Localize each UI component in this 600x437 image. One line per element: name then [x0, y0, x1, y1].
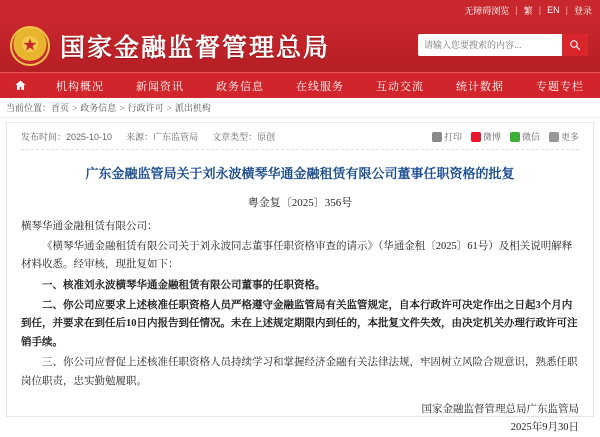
nav-item-5[interactable]: 统计数据 [456, 80, 504, 93]
publish-time-label: 发布时间： [21, 132, 67, 142]
document-paragraph-2: 二、你公司应要求上述核准任职资格人员严格遵守金融监管局有关监管规定，自本行政许可决定作出之日起3个月内到任，并要求在到任后10日内报告到任情况。未在上述规定期限内到任的，本批复文件失效，由决定机关办理行政许可注销手续。 [21, 300, 578, 348]
site-title: 国家金融监督管理总局 [60, 35, 331, 62]
national-emblem-icon [10, 26, 50, 66]
search-button[interactable] [562, 34, 588, 56]
search-box[interactable] [418, 34, 588, 56]
search-icon [569, 39, 581, 51]
nav-home-button[interactable] [0, 79, 40, 92]
breadcrumb-item-3[interactable]: 派出机构 [174, 103, 211, 113]
nav-item-0[interactable]: 机构概况 [56, 80, 104, 93]
search-input[interactable] [418, 35, 562, 55]
article-source-label: 来源： [126, 132, 154, 142]
article-card [6, 122, 594, 433]
publish-time [21, 130, 112, 143]
breadcrumb-prefix: 当前位置： [6, 103, 52, 113]
document-sign-date: 2025年9月30日 [510, 421, 579, 433]
utility-separator-1: | [515, 5, 518, 15]
document-signature-block [21, 401, 579, 437]
page-title: 广东金融监管局关于刘永波横琴华通金融租赁有限公司董事任职资格的批复 [85, 166, 515, 181]
home-icon [14, 79, 27, 92]
nav-item-2[interactable]: 政务信息 [216, 80, 264, 93]
breadcrumb-separator-2: > [166, 102, 172, 113]
document-number: 粤金复〔2025〕356号 [247, 196, 353, 209]
utility-separator-3: | [565, 5, 568, 15]
more-label: 更多 [560, 132, 579, 142]
document-paragraph-3: 三、你公司应督促上述核准任职资格人员持续学习和掌握经济金融有关法律法规，牢固树立风险合规意识，熟悉任职岗位职责，忠实勤勉履职。 [21, 357, 578, 387]
breadcrumb-item-0[interactable]: 首页 [51, 103, 70, 113]
weibo-icon [471, 132, 481, 142]
more-share-button[interactable] [549, 130, 579, 143]
article-type-value: 原创 [257, 132, 276, 142]
article-meta [21, 123, 579, 150]
nav-item-4[interactable]: 互动交流 [376, 80, 424, 93]
print-label: 打印 [443, 132, 462, 142]
document-body [21, 218, 579, 391]
print-button[interactable] [432, 130, 462, 143]
utility-separator-2: | [538, 5, 542, 15]
breadcrumb-item-1[interactable]: 政务信息 [80, 103, 117, 113]
article-source-value: 广东监管局 [153, 132, 199, 142]
share-bar [423, 130, 579, 143]
document-signature: 国家金融监督管理总局广东监管局 [421, 403, 579, 415]
more-icon [549, 132, 559, 142]
nav-item-6[interactable]: 专题专栏 [536, 80, 584, 93]
accessibility-link[interactable]: 无障碍浏览 [464, 5, 510, 16]
breadcrumb-separator-0: > [72, 102, 78, 113]
document-intro: 《横琴华通金融租赁有限公司关于刘永波同志董事任职资格审查的请示》（华通金租〔2025〕61号）及相关说明解释材料收悉。经审核，现批复如下： [21, 240, 573, 271]
article-type-label: 文章类型： [212, 132, 258, 142]
weibo-label: 微博 [482, 132, 501, 142]
publish-time-value: 2025-10-10 [66, 132, 113, 142]
document-paragraph-1: 一、核准刘永波横琴华通金融租赁有限公司董事的任职资格。 [42, 279, 326, 291]
printer-icon [432, 132, 442, 142]
weibo-share-button[interactable] [471, 130, 501, 143]
site-header [0, 20, 600, 72]
wechat-icon [510, 132, 520, 142]
nav-item-3[interactable]: 在线服务 [296, 80, 344, 93]
breadcrumb-separator-1: > [119, 102, 125, 113]
login-link[interactable]: 登录 [573, 5, 592, 16]
breadcrumb-item-2[interactable]: 行政许可 [127, 103, 164, 113]
wechat-share-button[interactable] [510, 130, 540, 143]
wechat-label: 微信 [521, 132, 540, 142]
english-link[interactable]: EN [547, 5, 560, 15]
main-nav [0, 72, 600, 98]
utility-bar [0, 0, 600, 20]
document-addressee: 横琴华通金融租赁有限公司： [21, 220, 158, 232]
breadcrumb [0, 98, 600, 118]
traditional-chinese-link[interactable]: 繁 [523, 5, 533, 16]
nav-item-1[interactable]: 新闻资讯 [136, 80, 184, 93]
article-type [212, 130, 275, 143]
article-source [126, 130, 198, 143]
